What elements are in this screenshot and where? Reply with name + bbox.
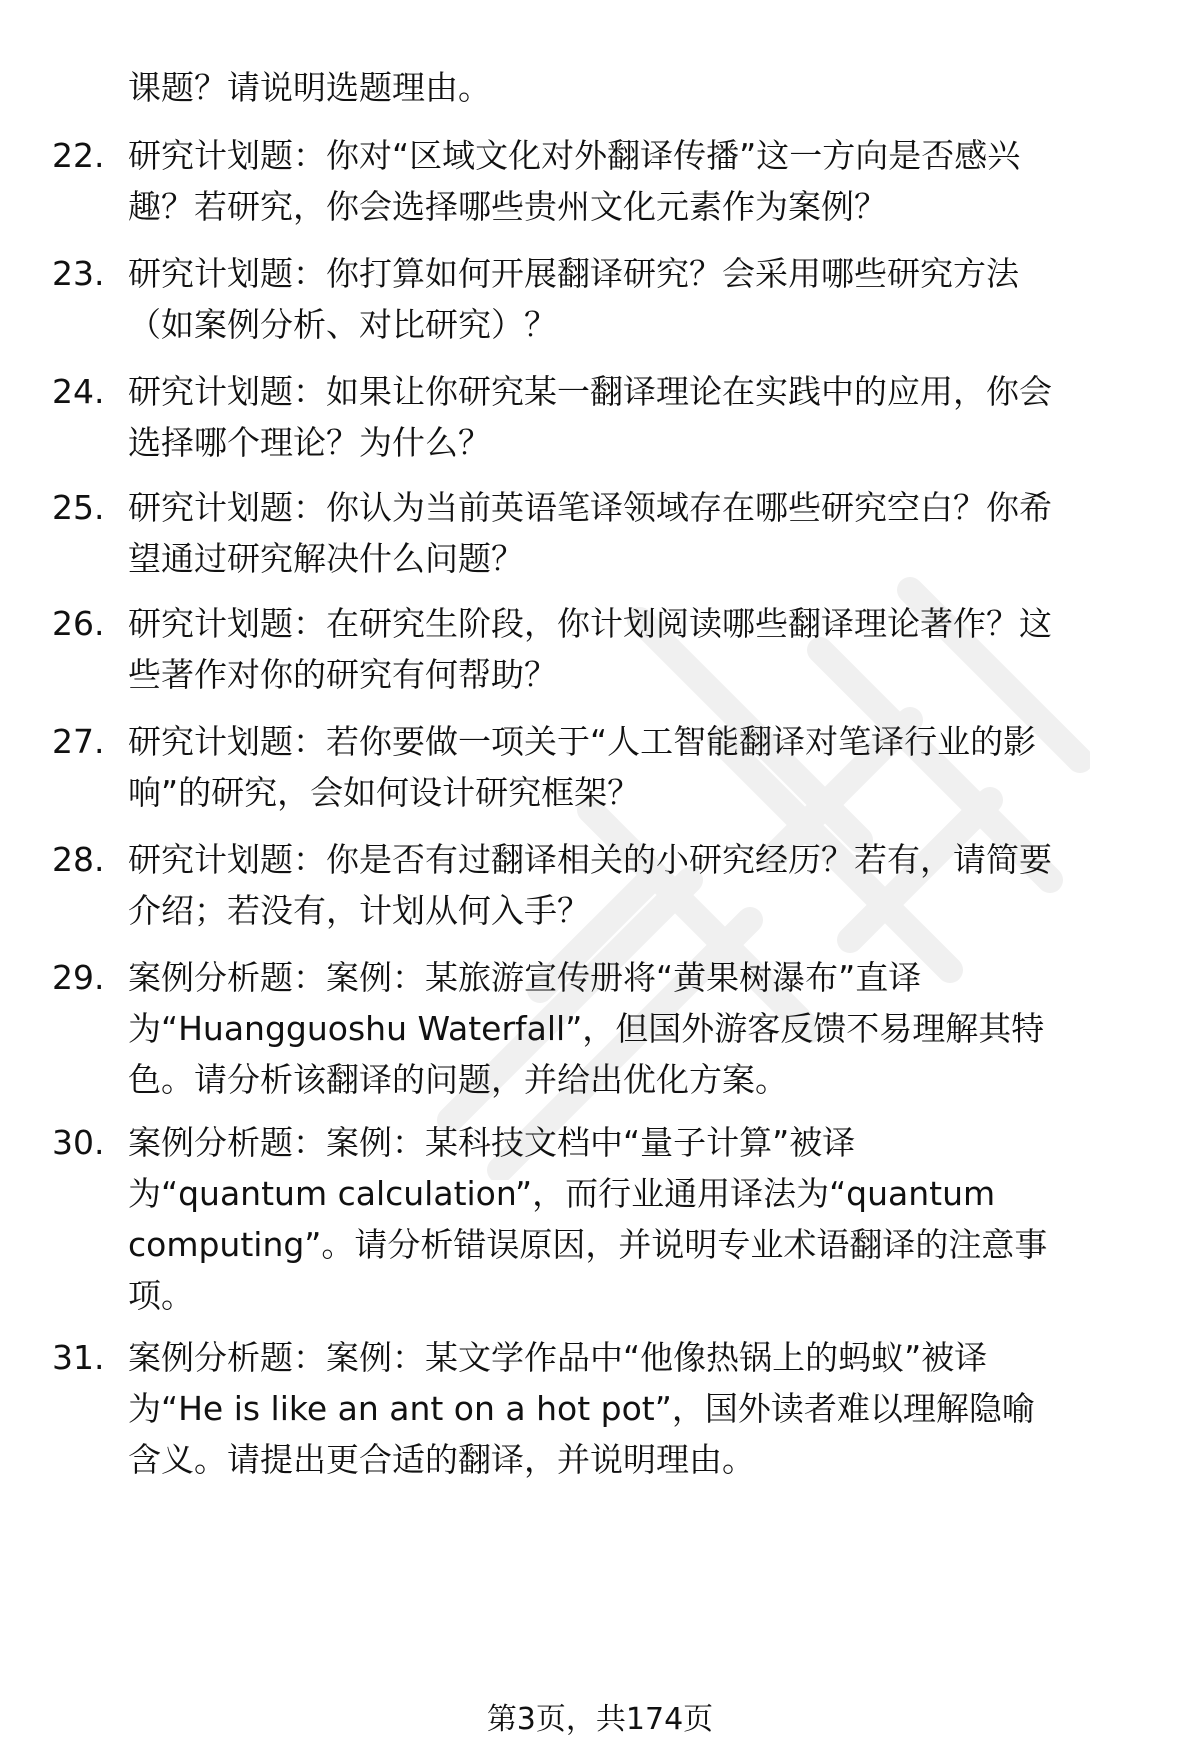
question-line: 为“He is like an ant on a hot pot”，国外读者难以理解隐喻: [128, 1389, 1035, 1428]
question-line: 研究计划题：在研究生阶段，你计划阅读哪些翻译理论著作？这: [128, 604, 1052, 643]
question-line: 研究计划题：若你要做一项关于“人工智能翻译对笔译行业的影: [128, 722, 1037, 761]
question-number: 22.: [52, 136, 105, 175]
question-text: [128, 248, 1148, 350]
question-number: 25.: [52, 488, 105, 527]
question-text: [128, 834, 1148, 936]
question-text: [128, 1332, 1148, 1485]
question-line: 为“quantum calculation”，而行业通用译法为“quantum: [128, 1174, 996, 1213]
question-line: 趣？若研究，你会选择哪些贵州文化元素作为案例？: [128, 187, 887, 226]
question-line: 研究计划题：你打算如何开展翻译研究？会采用哪些研究方法: [128, 254, 1019, 293]
question-line: 案例分析题：案例：某科技文档中“量子计算”被译: [128, 1123, 856, 1162]
question-line: 项。: [128, 1276, 194, 1315]
question-line: 为“Huangguoshu Waterfall”，但国外游客反馈不易理解其特: [128, 1009, 1045, 1048]
question-number: 31.: [52, 1338, 105, 1377]
question-line: computing”。请分析错误原因，并说明专业术语翻译的注意事: [128, 1225, 1048, 1264]
question-text: [128, 482, 1148, 584]
question-number: 27.: [52, 722, 105, 761]
question-line: 些著作对你的研究有何帮助？: [128, 655, 557, 694]
question-text: [128, 952, 1148, 1105]
question-line: 响”的研究，会如何设计研究框架？: [128, 773, 641, 812]
question-text: [128, 1117, 1148, 1321]
question-line: 选择哪个理论？为什么？: [128, 423, 491, 462]
question-line: 案例分析题：案例：某旅游宣传册将“黄果树瀑布”直译: [128, 958, 922, 997]
question-number: 23.: [52, 254, 105, 293]
question-line: 望通过研究解决什么问题？: [128, 539, 524, 578]
question-line: 研究计划题：你是否有过翻译相关的小研究经历？若有，请简要: [128, 840, 1052, 879]
question-line: （如案例分析、对比研究）？: [128, 305, 557, 344]
question-text: [128, 716, 1148, 818]
question-number: 28.: [52, 840, 105, 879]
question-text: [128, 598, 1148, 700]
question-number: 30.: [52, 1123, 105, 1162]
question-line: 色。请分析该翻译的问题，并给出优化方案。: [128, 1060, 788, 1099]
page-number-footer: 第3页，共174页: [486, 1702, 714, 1737]
question-number: 24.: [52, 372, 105, 411]
question-text: [128, 366, 1148, 468]
question-text: [128, 130, 1148, 232]
question-number: 29.: [52, 958, 105, 997]
question-line: 介绍；若没有，计划从何入手？: [128, 891, 590, 930]
question-line: 研究计划题：如果让你研究某一翻译理论在实践中的应用，你会: [128, 372, 1052, 411]
question-line: 研究计划题：你认为当前英语笔译领域存在哪些研究空白？你希: [128, 488, 1052, 527]
question-line: 研究计划题：你对“区域文化对外翻译传播”这一方向是否感兴: [128, 136, 1021, 175]
question-line: 含义。请提出更合适的翻译，并说明理由。: [128, 1440, 755, 1479]
question-line: 案例分析题：案例：某文学作品中“他像热锅上的蚂蚁”被译: [128, 1338, 988, 1377]
continuation-text: 课题？请说明选题理由。: [128, 68, 491, 107]
question-number: 26.: [52, 604, 105, 643]
